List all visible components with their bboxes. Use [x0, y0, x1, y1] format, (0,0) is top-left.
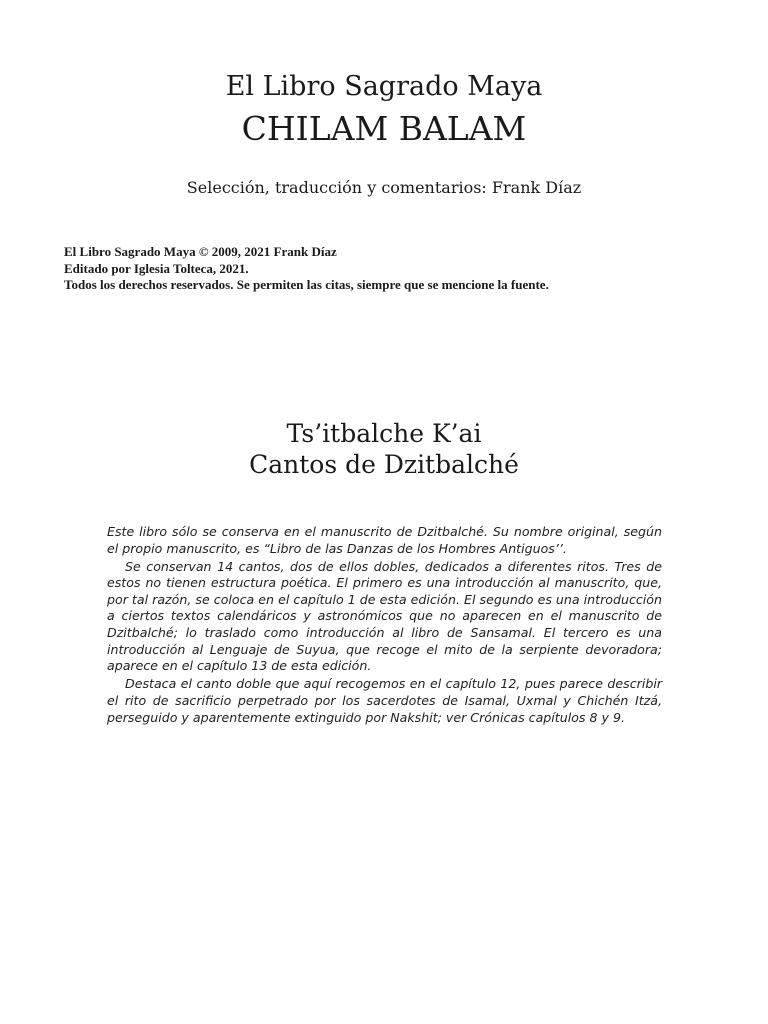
- section-intro: [107, 524, 662, 728]
- main-title: CHILAM BALAM: [241, 109, 527, 148]
- credit-line: Selección, traducción y comentarios: Frank Díaz: [186, 178, 582, 197]
- section-title: Ts’itbalche K’ai: [286, 419, 482, 448]
- intro-paragraph: Se conservan 14 cantos, dos de ellos dobles, dedicados a diferentes ritos. Tres de estos no tienen estructura poética. El primero es una introducción al manuscrito, que, por tal razón, se coloca en el capítulo 1 de esta edición. El segundo es una introducción a ciertos textos calendáricos y astronómicos que no aparecen en el manuscrito de Dzitbalché; lo traslado como introducción al libro de Sansamal. El tercero es una introducción al Lenguaje de Suyua, que recoge el mito de la serpiente devoradora; aparece en el capítulo 13 de esta edición.: [107, 558, 662, 674]
- rights-line: Todos los derechos reservados. Se permiten las citas, siempre que se mencione la fuente.: [64, 277, 549, 292]
- intro-paragraph: Este libro sólo se conserva en el manuscrito de Dzitbalché. Su nombre original, según el propio manuscrito, es “Libro de las Danzas de los Hombres Antiguos’’.: [107, 524, 662, 556]
- section-subtitle: Cantos de Dzitbalché: [249, 450, 519, 479]
- copyright-line: El Libro Sagrado Maya © 2009, 2021 Frank Díaz: [64, 244, 337, 259]
- intro-paragraph: Destaca el canto doble que aquí recogemos en el capítulo 12, pues parece describir el rito de sacrificio perpetrado por los sacerdotes de Isamal, Uxmal y Chichén Itzá, perseguido y aparentemente extinguido por Nakshit; ver Crónicas capítulos 8 y 9.: [107, 676, 662, 725]
- book-title: El Libro Sagrado Maya: [225, 71, 543, 102]
- copyright-block: [64, 244, 704, 294]
- publisher-line: Editado por Iglesia Tolteca, 2021.: [64, 260, 249, 276]
